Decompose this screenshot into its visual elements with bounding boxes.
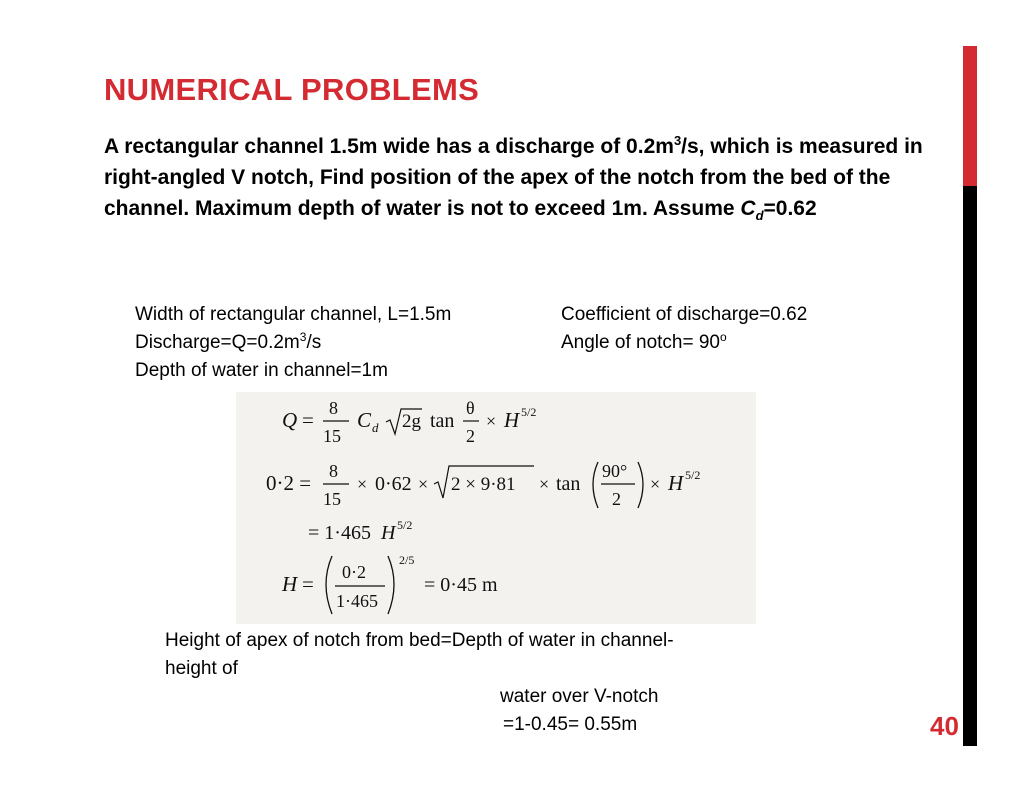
problem-superscript: 3 — [673, 133, 682, 148]
eq4-num: 0·2 — [342, 562, 366, 582]
accent-bar-black — [963, 186, 977, 746]
problem-statement — [104, 131, 924, 224]
eq4-den: 1·465 — [336, 591, 378, 611]
eq2-frac-num: 8 — [329, 461, 338, 481]
eq2-two: 2 — [612, 489, 621, 509]
eq4-equals: = — [302, 572, 314, 596]
eq2-exp: 5/2 — [685, 468, 701, 482]
eq1-times: × — [486, 411, 497, 431]
eq1-cd: C — [357, 408, 372, 432]
eq2-times-4: × — [650, 474, 661, 494]
eq3-exp: 5/2 — [397, 518, 413, 532]
eq2-times-3: × — [539, 474, 550, 494]
equation-image — [236, 392, 756, 624]
eq2-lhs: 0·2 = — [266, 471, 312, 495]
eq1-exp: 5/2 — [521, 405, 537, 419]
eq1-theta: θ — [466, 398, 475, 418]
problem-text-2: /s, which is measured in right-angled V notch, Find position of the apex of the notch from the bed of the channel. Maximum depth of water is not to exceed 1m. Assume — [104, 135, 923, 220]
eq1-sqrt-arg: 2g — [402, 411, 421, 432]
eq2-angle: 90° — [602, 461, 628, 481]
eq3-value: = 1·465 — [308, 522, 371, 544]
eq3-h: H — [381, 522, 396, 544]
eq1-tan: tan — [430, 410, 455, 432]
conclusion-line-1: Height of apex of notch from bed=Depth of water in channel- — [165, 630, 674, 651]
eq4-result: = 0·45 m — [424, 574, 498, 596]
given-data-left — [135, 301, 451, 385]
conclusion — [165, 627, 805, 739]
eq1-two: 2 — [466, 426, 475, 446]
eq1-equals: = — [302, 408, 314, 432]
eq4-h: H — [282, 572, 298, 596]
eq2-frac-den: 15 — [323, 489, 341, 509]
eq2-cd-value: 0·62 — [375, 473, 412, 495]
given-discharge: $Discharge=Q=0.2m^3/s$ — [135, 330, 322, 353]
eq4-exp: 2/5 — [399, 553, 415, 567]
problem-text-3: =0.62 — [763, 197, 817, 220]
conclusion-line-3: water over V-notch — [500, 686, 659, 707]
eq2-times-2: × — [418, 474, 429, 494]
conclusion-line-4: =1-0.45= 0.55m — [503, 714, 638, 735]
given-angle: Angle of notch= $90^o$ — [561, 330, 727, 353]
given-coefficient: Coefficient of discharge=0.62 — [561, 304, 808, 325]
eq1-cd-sub: d — [372, 420, 379, 435]
eq2-h: H — [668, 471, 684, 495]
coefficient-subscript: d — [755, 208, 764, 223]
eq1-frac-den: 15 — [323, 426, 341, 446]
problem-text-1: A rectangular channel 1.5m wide has a discharge of 0.2m — [104, 135, 674, 158]
eq1-h: H — [504, 408, 520, 432]
eq1-frac-num: 8 — [329, 398, 338, 418]
given-depth: Depth of water in channel=1m — [135, 360, 388, 381]
given-data-right — [561, 301, 807, 357]
equation-4 — [281, 553, 498, 614]
slide-title: NUMERICAL PROBLEMS — [104, 72, 480, 107]
eq2-sqrt-arg: 2 × 9·81 — [451, 474, 516, 495]
page-number: 40 — [930, 711, 959, 741]
accent-bar-red — [963, 46, 977, 186]
conclusion-line-2: height of — [165, 658, 238, 679]
equation-1 — [282, 398, 536, 446]
equation-2 — [266, 461, 700, 509]
given-width: Width of rectangular channel, L=1.5m — [135, 304, 452, 325]
coefficient-symbol: C — [740, 197, 756, 220]
eq2-tan: tan — [556, 473, 581, 495]
eq1-q: Q — [282, 408, 298, 432]
equation-3 — [308, 518, 412, 544]
eq2-times-1: × — [357, 474, 368, 494]
